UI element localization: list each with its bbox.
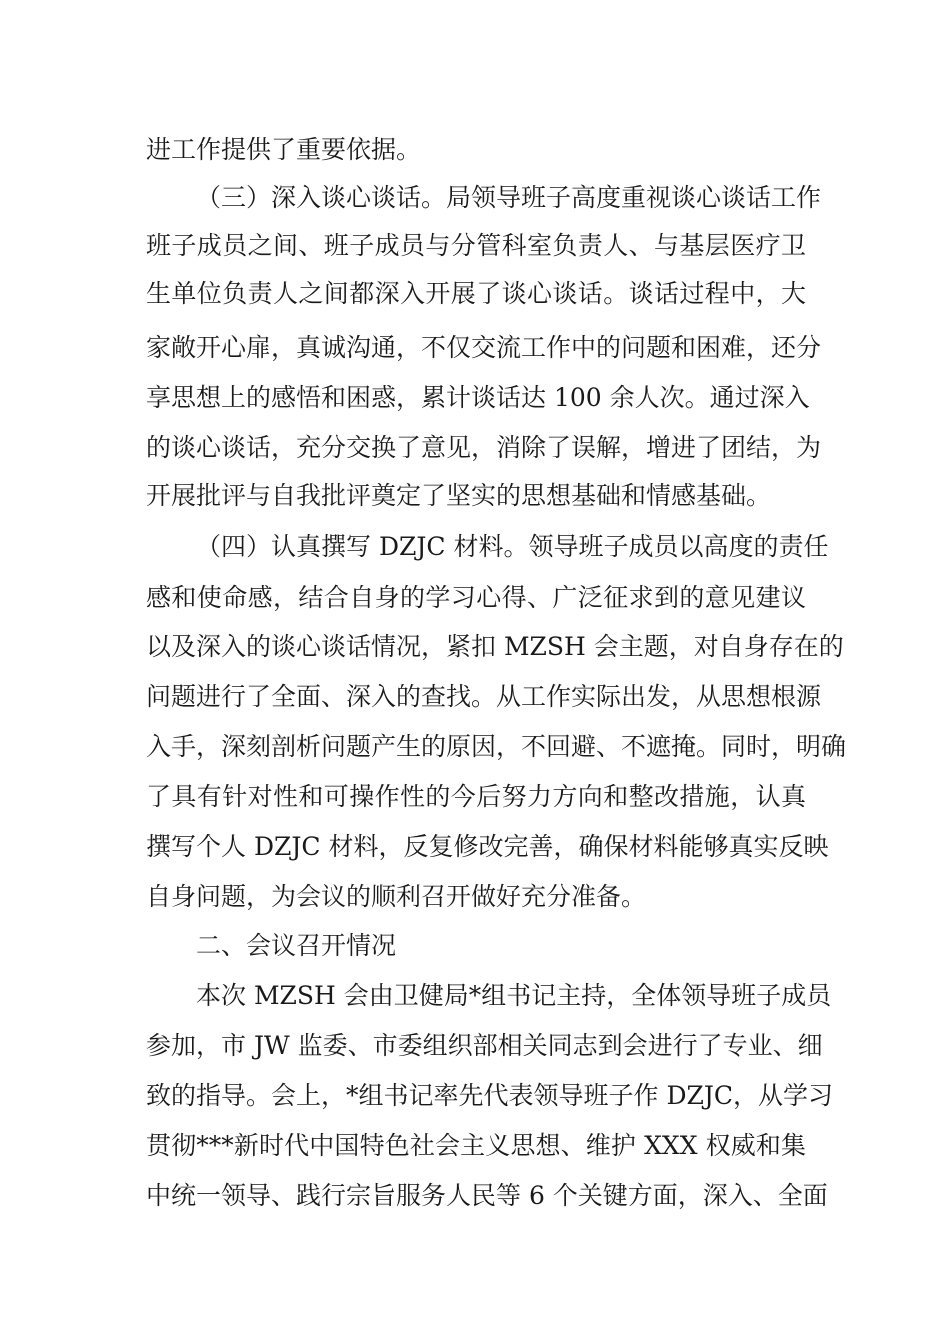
text-line: 生单位负责人之间都深入开展了谈心谈话。谈话过程中，大 bbox=[146, 279, 806, 308]
text-line: 入手，深刻剖析问题产生的原因，不回避、不遮掩。同时，明确 bbox=[146, 732, 847, 761]
section-heading: 二、会议召开情况 bbox=[196, 931, 397, 960]
text-line: 的谈心谈话，充分交换了意见，消除了误解，增进了团结，为 bbox=[146, 433, 822, 462]
text-line: 参加，市 JW 监委、市委组织部相关同志到会进行了专业、细 bbox=[146, 1031, 823, 1060]
text-line: 开展批评与自我批评奠定了坚实的思想基础和情感基础。 bbox=[146, 481, 772, 510]
text-line: 进工作提供了重要依据。 bbox=[146, 135, 422, 164]
text-line: 撰写个人 DZJC 材料，反复修改完善，确保材料能够真实反映 bbox=[146, 832, 829, 861]
text-line: （四）认真撰写 DZJC 材料。领导班子成员以高度的责任 bbox=[196, 532, 829, 561]
text-line: 中统一领导、践行宗旨服务人民等 6 个关键方面，深入、全面 bbox=[146, 1181, 828, 1210]
text-line: 享思想上的感悟和困惑，累计谈话达 100 余人次。通过深入 bbox=[146, 383, 810, 412]
text-line: 班子成员之间、班子成员与分管科室负责人、与基层医疗卫 bbox=[146, 231, 806, 260]
text-line: 家敞开心扉，真诚沟通，不仅交流工作中的问题和困难，还分 bbox=[146, 333, 822, 362]
text-line: 问题进行了全面、深入的查找。从工作实际出发，从思想根源 bbox=[146, 682, 822, 711]
text-line: 致的指导。会上，*组书记率先代表领导班子作 DZJC，从学习 bbox=[146, 1081, 834, 1110]
text-line: 了具有针对性和可操作性的今后努力方向和整改措施，认真 bbox=[146, 782, 806, 811]
text-line: （三）深入谈心谈话。局领导班子高度重视谈心谈话工作 bbox=[196, 183, 822, 212]
text-line: 感和使命感，结合自身的学习心得、广泛征求到的意见建议 bbox=[146, 583, 806, 612]
text-line: 贯彻***新时代中国特色社会主义思想、维护 XXX 权威和集 bbox=[146, 1131, 806, 1160]
text-line: 以及深入的谈心谈话情况，紧扣 MZSH 会主题，对自身存在的 bbox=[146, 632, 844, 661]
text-line: 自身问题，为会议的顺利召开做好充分准备。 bbox=[146, 882, 647, 911]
text-line: 本次 MZSH 会由卫健局*组书记主持，全体领导班子成员 bbox=[196, 981, 832, 1010]
